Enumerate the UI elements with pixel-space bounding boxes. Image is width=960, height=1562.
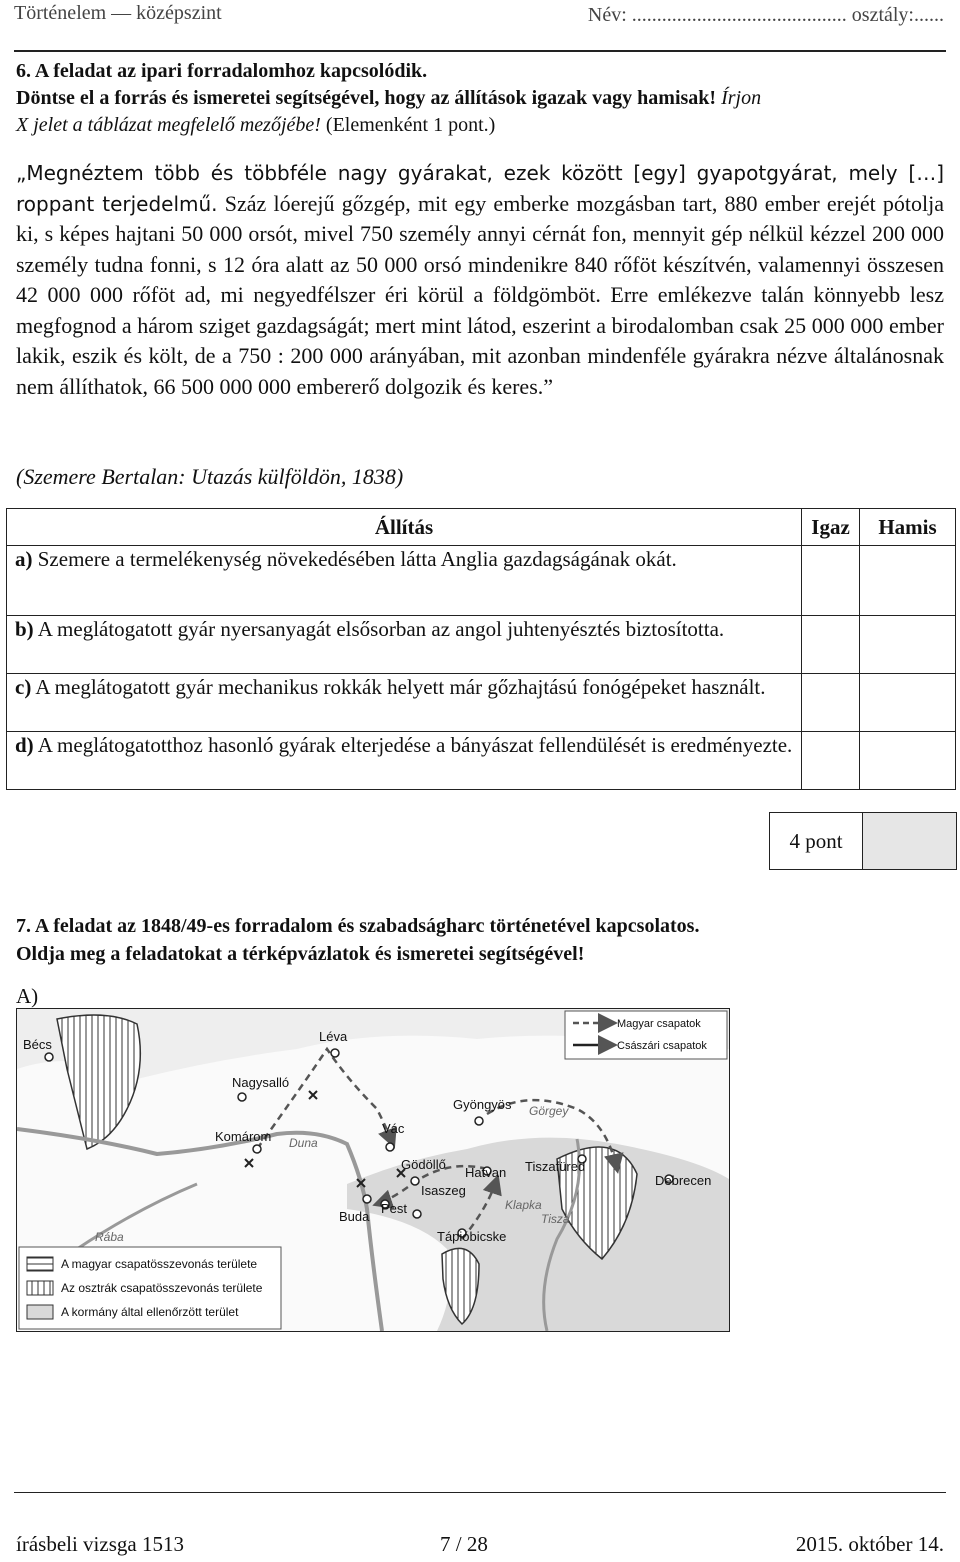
commander-klapka: Klapka — [505, 1198, 542, 1212]
statement-letter: a) — [15, 547, 33, 571]
river-tisza-label: Tisza — [541, 1212, 570, 1226]
city-pest: Pest — [381, 1201, 408, 1216]
arrow-legend — [565, 1011, 727, 1059]
city-nagysallo: Nagysalló — [232, 1075, 290, 1090]
legend-imperial-troops: Császári csapatok — [617, 1040, 707, 1052]
answer-true-b[interactable] — [802, 616, 860, 674]
footer-exam: írásbeli vizsga 1513 — [16, 1532, 184, 1556]
statement-text: Szemere a termelékenység növekedésében látta Anglia gazdagságának okát. — [32, 547, 677, 571]
city-hatvan: Hatvan — [465, 1165, 507, 1180]
section-label: A) — [16, 984, 39, 1008]
city-gyongyos: Gyöngyös — [453, 1097, 512, 1112]
task7-instructions — [16, 912, 944, 968]
table-row — [7, 732, 956, 790]
statement-text: A meglátogatott gyár mechanikus rokkák helyett már gőzhajtású fonógépeket használt. — [31, 675, 766, 699]
statement-b — [7, 616, 802, 674]
city-tiszafured: Tiszafüred — [525, 1159, 586, 1174]
answer-false-d[interactable] — [860, 732, 956, 790]
task6-points-note: (Elemenként 1 pont.) — [320, 114, 496, 136]
footer-page-number: 7 / 28 — [440, 1532, 488, 1556]
col-false: Hamis — [860, 509, 956, 546]
page-header — [0, 0, 960, 52]
city-isaszeg: Isaszeg — [421, 1183, 466, 1198]
commander-gorgey: Görgey — [529, 1104, 569, 1118]
footer-date: 2015. október 14. — [795, 1532, 944, 1556]
city-becs: Bécs — [23, 1037, 52, 1052]
table-row — [7, 616, 956, 674]
statement-a — [7, 546, 802, 616]
legend-hungarian-troops: Magyar csapatok — [617, 1018, 701, 1030]
task6-title: 6. A feladat az ipari forradalomhoz kapcsolódik. — [16, 60, 428, 82]
task7-title: 7. A feladat az 1848/49-es forradalom és szabadságharc történetével kapcsolatos. — [16, 915, 700, 937]
city-buda: Buda — [339, 1209, 370, 1224]
score-input[interactable] — [863, 813, 956, 869]
answer-true-d[interactable] — [802, 732, 860, 790]
col-statement: Állítás — [7, 509, 802, 546]
city-komarom: Komárom — [215, 1129, 272, 1144]
task6-instruction-italic-2: X jelet a táblázat megfelelő mezőjébe! — [16, 114, 321, 136]
city-leva: Léva — [319, 1029, 348, 1044]
answer-false-b[interactable] — [860, 616, 956, 674]
answer-true-c[interactable] — [802, 674, 860, 732]
footer-rule — [14, 1492, 946, 1493]
source-quote-part3: Erre emlékezve talán könnyebb lesz megfognod a három sziget gazdagságát; mert mint látod, eszerint a birodalomban csak 25 000 000 ember lakik, eszik és költ, de a 750 : 200 000 arányában, mit azonban mindenféle gyárakra nézve általánosnak nem állíthatok, 66 500 000 000 embererő dolgozik és keres.” — [16, 282, 944, 399]
table-row — [7, 546, 956, 616]
legend-gov-area: A kormány által ellenőrzött terület — [61, 1305, 239, 1319]
city-tapiobicske: Tápióbicske — [437, 1229, 507, 1244]
river-raba-label: Rába — [95, 1230, 124, 1244]
legend-at-area: Az osztrák csapatösszevonás területe — [61, 1281, 263, 1295]
area-legend — [19, 1247, 281, 1329]
statement-letter: c) — [15, 675, 32, 699]
task6-instructions — [16, 58, 944, 139]
legend-hu-area: A magyar csapatösszevonás területe — [61, 1257, 258, 1271]
score-box — [769, 812, 957, 870]
city-vac: Vác — [382, 1121, 405, 1136]
answer-false-c[interactable] — [860, 674, 956, 732]
score-label: 4 pont — [770, 813, 863, 869]
source-quote-part1: „Megnéztem több és többféle nagy gyárakat, ezek között [egy] gyapotgyárat, mely […] roppant terjedelmű. — [16, 161, 944, 216]
statement-text: A meglátogatott gyár nyersanyagát elsősorban az angol juhtenyésztés biztosította. — [33, 617, 725, 641]
statement-letter: b) — [15, 617, 34, 641]
statement-d — [7, 732, 802, 790]
city-godollo: Gödöllő — [401, 1157, 446, 1172]
statement-c — [7, 674, 802, 732]
header-subject: Történelem — középszint — [14, 2, 222, 24]
header-rule — [14, 50, 946, 52]
table-header-row — [7, 509, 956, 546]
task6-instruction: Döntse el a forrás és ismeretei segítségével, hogy az állítások igazak vagy hamisak! — [16, 87, 717, 109]
table-row — [7, 674, 956, 732]
statement-letter: d) — [15, 733, 34, 757]
statements-table — [6, 508, 956, 790]
task6-instruction-italic: Írjon — [716, 87, 762, 109]
answer-false-a[interactable] — [860, 546, 956, 616]
source-quote-part2: Száz lóerejű gőzgép, mit egy emberke mozgásban tart, 880 ember erejét pótolja ki, s képes hajtani 50 000 orsót, mivel 750 személy annyi cérnát fon, mennyit gép nélkül kézzel 200 000 személy tudna fonni, s 12 óra alatt az 50 000 orsó mindenikre 840 rőföt készítvén, valamennyi összesen 42 000 000 rőföt ad, mi negyedfélszer éri körül a földgömböt. — [16, 190, 945, 307]
col-true: Igaz — [802, 509, 860, 546]
task7-instruction: Oldja meg a feladatokat a térképvázlatok és ismeretei segítségével! — [16, 943, 585, 965]
statement-text: A meglátogatotthoz hasonló gyárak elterjedése a bányászat fellendülését is eredményezte. — [33, 733, 793, 757]
source-citation: (Szemere Bertalan: Utazás külföldön, 1838) — [16, 464, 404, 489]
city-debrecen: Debrecen — [655, 1173, 712, 1188]
header-name-class: Név: ........................................... osztály:...... — [587, 4, 944, 26]
answer-true-a[interactable] — [802, 546, 860, 616]
campaign-map — [16, 1008, 730, 1332]
river-duna-label: Duna — [289, 1136, 318, 1150]
source-quote — [16, 158, 944, 402]
austrian-area — [57, 1015, 140, 1149]
